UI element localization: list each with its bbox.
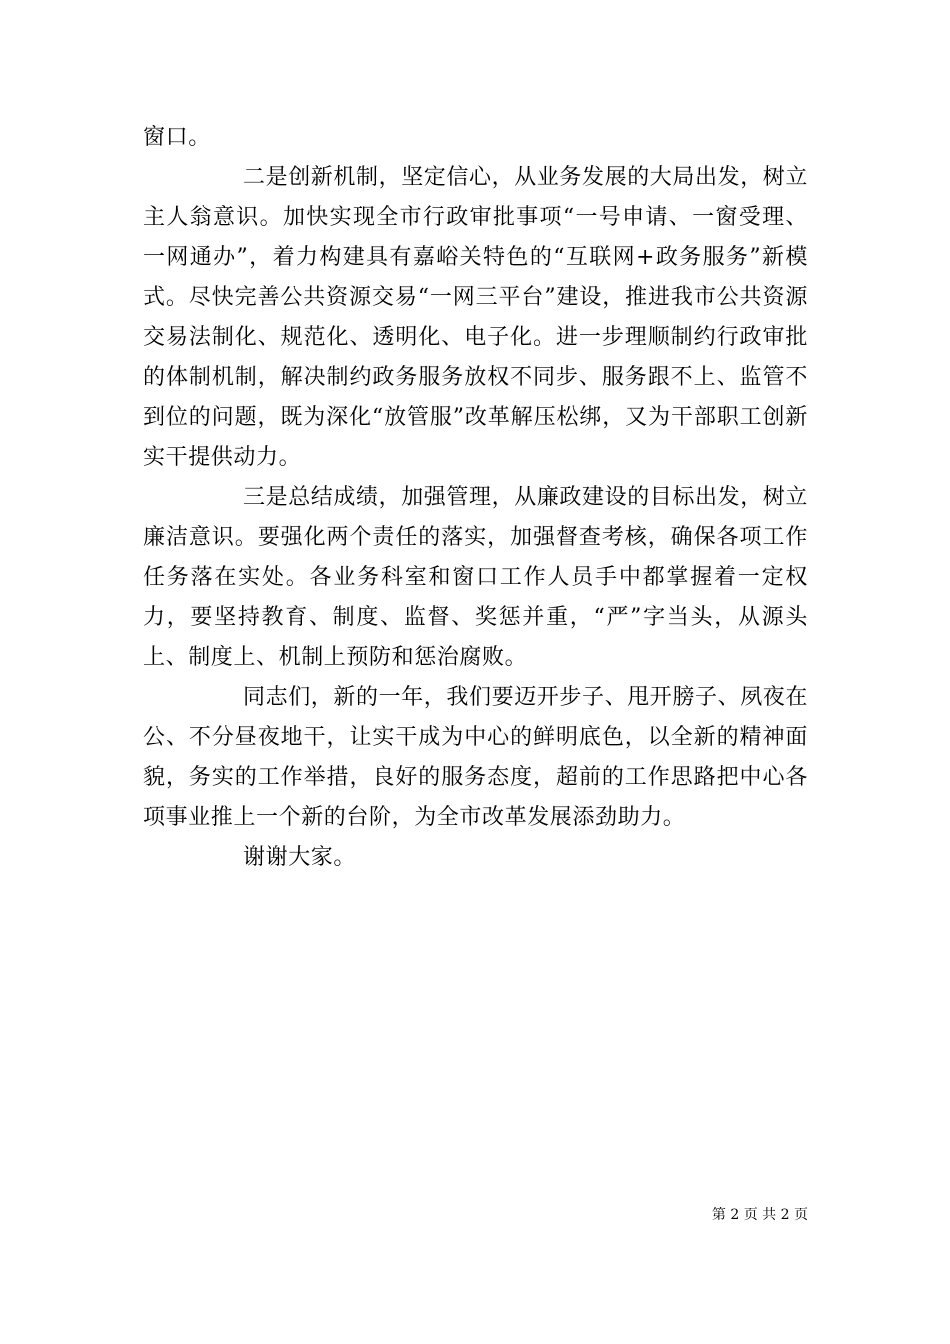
page-number-footer: 第 2 页 共 2 页 — [711, 1207, 808, 1223]
paragraph-thanks: 谢谢大家。 — [243, 845, 357, 870]
paragraph-innovation-mechanism: 二是创新机制，坚定信心，从业务发展的大局出发，树立主人翁意识。加快实现全市行政审批事项“一号申请、一窗受理、一网通办”，着力构建具有嘉峪关特色的“互联网+政务服务”新模式。尽快完善公共资源交易“一网三平台”建设，推进我市公共资源交易法制化、规范化、透明化、电子化。进一步理顺制约行政审批的体制机制，解决制约政务服务放权不同步、服务跟不上、监管不到位的问题，既为深化“放管服”改革解压松绑，又为干部职工创新实干提供动力。 — [143, 165, 809, 470]
paragraph-new-year-call: 同志们，新的一年，我们要迈开步子、甩开膀子、夙夜在公、不分昼夜地干，让实干成为中心的鲜明底色，以全新的精神面貌，务实的工作举措，良好的服务态度，超前的工作思路把中心各项事业推上一个新的台阶，为全市改革发展添劲助力。 — [143, 685, 809, 830]
document-body — [143, 118, 808, 878]
paragraph-continuation: 窗口。 — [143, 125, 211, 150]
paragraph-integrity-management: 三是总结成绩，加强管理，从廉政建设的目标出发，树立廉洁意识。要强化两个责任的落实，加强督查考核，确保各项工作任务落在实处。各业务科室和窗口工作人员手中都掌握着一定权力，要坚持教育、制度、监督、奖惩并重，“严”字当头，从源头上、制度上、机制上预防和惩治腐败。 — [143, 485, 809, 670]
